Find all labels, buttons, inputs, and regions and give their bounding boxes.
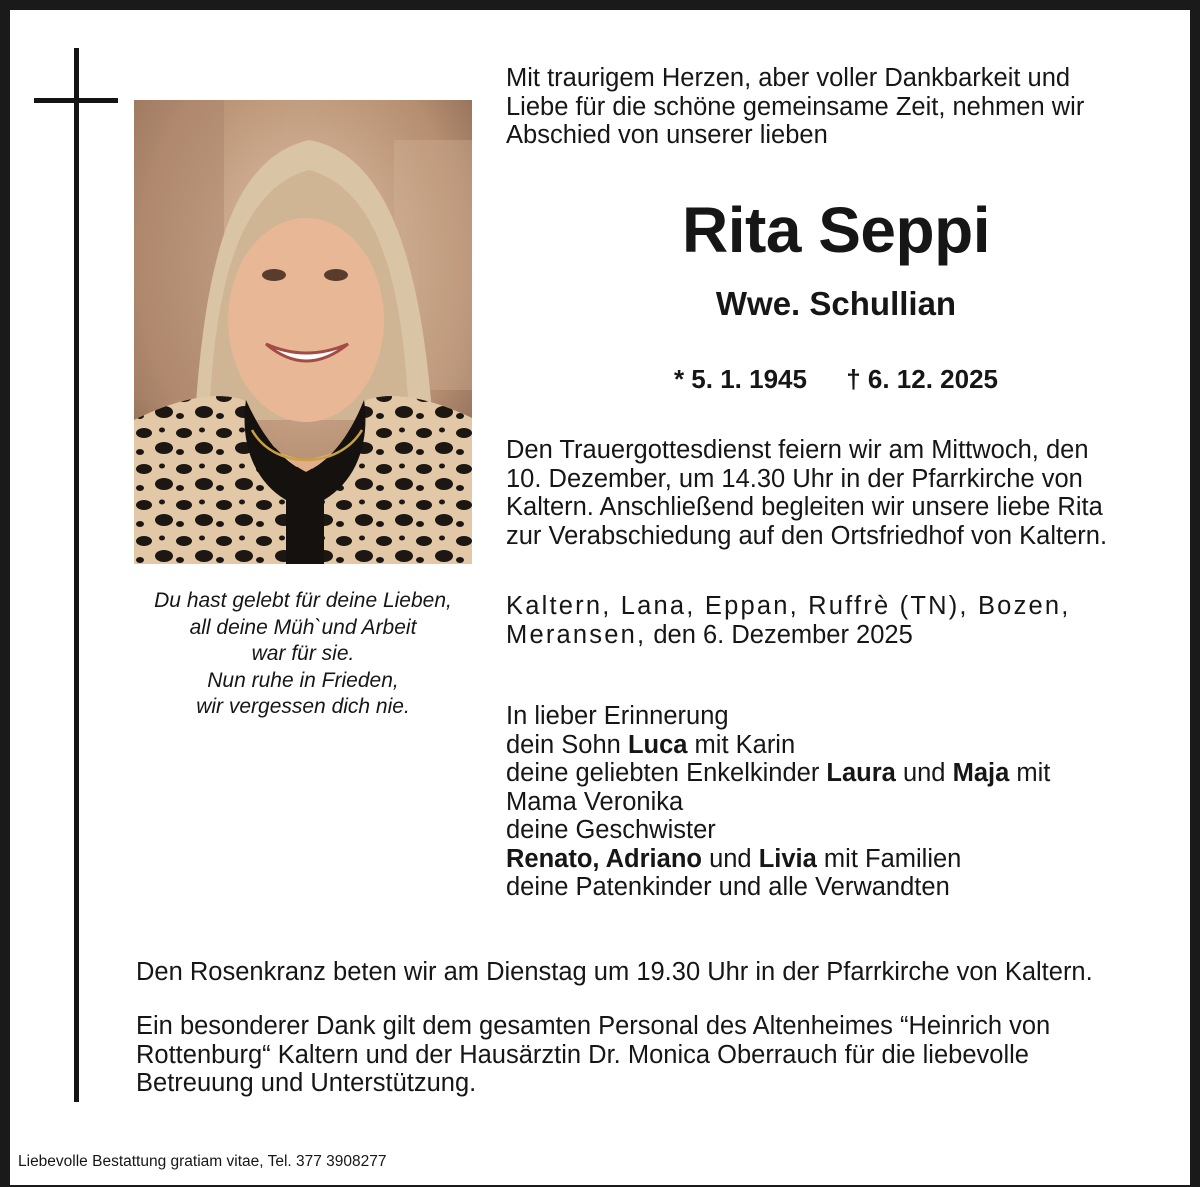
memorial-verse	[120, 588, 486, 721]
mourner-name: Renato, Adriano	[506, 844, 702, 873]
intro-text	[506, 64, 1166, 150]
places-date-line	[506, 621, 1166, 650]
mourners-line: Mama Veronika	[506, 787, 684, 816]
mourners-text: dein Sohn	[506, 730, 628, 759]
mourners-list	[506, 702, 1166, 902]
service-line: 10. Dezember, um 14.30 Uhr in der Pfarrkirche von	[506, 464, 1083, 493]
mourners-text: und	[895, 759, 953, 787]
death-date: † 6. 12. 2025	[846, 364, 999, 394]
places-line: Kaltern, Lana, Eppan, Ruffrè (TN), Bozen,	[506, 592, 1071, 620]
intro-line-text: Abschied von unserer lieben	[506, 121, 828, 149]
verse-line: Nun ruhe in Frieden,	[207, 668, 399, 692]
notice-date: den 6. Dezember 2025	[646, 620, 913, 649]
thanks-line: Betreuung und Unterstützung.	[136, 1069, 477, 1097]
birth-date: * 5. 1. 1945	[673, 364, 807, 394]
verse-line: wir vergessen dich nie.	[196, 695, 410, 718]
mourner-name: Livia	[758, 844, 817, 873]
intro-line-text: Mit traurigem Herzen, aber voller Dankbarkeit und	[506, 64, 1071, 92]
mourners-text: und	[701, 844, 759, 873]
service-text	[506, 436, 1166, 550]
rosary-notice	[136, 958, 1166, 987]
funeral-home-footer: Liebevolle Bestattung gratiam vitae, Tel. 377 3908277	[18, 1153, 387, 1170]
mourners-line	[506, 759, 1166, 788]
thanks-notice	[136, 1012, 1166, 1098]
service-line: Den Trauergottesdienst feiern wir am Mittwoch, den	[506, 436, 1089, 464]
verse-line: all deine Müh`und Arbeit	[189, 615, 417, 639]
mourner-name: Maja	[952, 759, 1010, 787]
mourners-text: mit Karin	[687, 730, 796, 759]
mourners-text: mit	[1009, 759, 1051, 787]
portrait-photo	[134, 100, 472, 564]
mourner-name: Luca	[627, 730, 688, 759]
thanks-line: Ein besonderer Dank gilt dem gesamten Personal des Altenheimes “Heinrich von	[136, 1012, 1051, 1040]
mourners-line	[506, 731, 1166, 760]
life-dates	[506, 362, 1166, 396]
mourner-name: Laura	[826, 759, 896, 787]
widow-of: Wwe. Schullian	[715, 285, 957, 322]
mourners-line	[506, 845, 1166, 874]
intro-line	[506, 93, 1166, 122]
intro-line	[506, 64, 1166, 93]
verse-line: Du hast gelebt für deine Lieben,	[154, 589, 452, 612]
service-line: zur Verabschiedung auf den Ortsfriedhof von Kaltern.	[506, 521, 1108, 550]
deceased-name: Rita Seppi	[682, 194, 990, 266]
mourners-line: deine Patenkinder und alle Verwandten	[506, 873, 950, 901]
intro-line	[506, 121, 1166, 150]
places-line-2: Meransen,	[506, 620, 647, 649]
cross-icon-horizontal	[34, 98, 118, 103]
mourners-line: In lieber Erinnerung	[506, 702, 729, 730]
cross-icon-vertical	[74, 48, 79, 1102]
mourners-text: deine geliebten Enkelkinder	[506, 759, 827, 787]
thanks-line: Rottenburg“ Kaltern und der Hausärztin Dr. Monica Oberrauch für die liebevolle	[136, 1040, 1029, 1069]
rosary-line: Den Rosenkranz beten wir am Dienstag um 19.30 Uhr in der Pfarrkirche von Kaltern.	[136, 958, 1093, 986]
verse-line: war für sie.	[251, 642, 355, 665]
service-line: Kaltern. Anschließend begleiten wir unsere liebe Rita	[506, 493, 1103, 521]
places-and-date	[506, 592, 1166, 649]
intro-line-text: Liebe für die schöne gemeinsame Zeit, nehmen wir	[506, 92, 1085, 121]
mourners-line: deine Geschwister	[506, 816, 716, 844]
mourners-text: mit Familien	[816, 844, 962, 873]
